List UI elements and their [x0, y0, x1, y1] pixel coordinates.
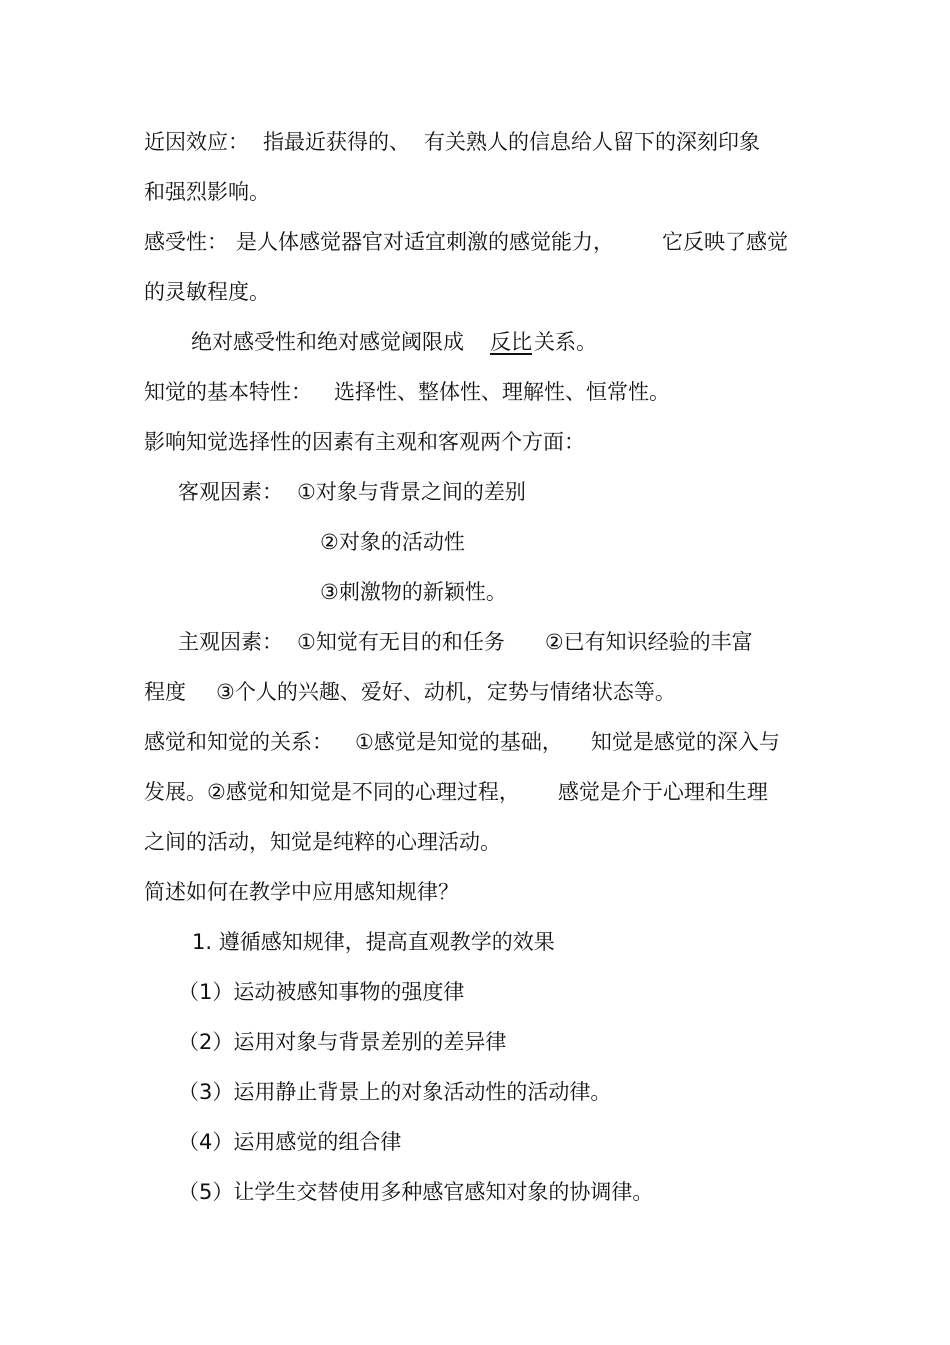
text-line [0, 978, 464, 1006]
text-line [0, 528, 465, 556]
text-line [0, 128, 760, 156]
text-line [0, 428, 585, 456]
text-segment: 感觉和知觉的关系： [144, 730, 333, 754]
text-segment: ①感觉是知觉的基础， [355, 730, 563, 754]
text-segment: 绝对感受性和绝对感觉阈限成 [191, 330, 464, 354]
underlined-answer: 反比 [490, 330, 532, 354]
text-line [0, 228, 788, 256]
text-line [0, 778, 768, 806]
text-segment: ②已有知识经验的丰富 [544, 630, 753, 654]
text-segment: （4）运用感觉的组合律 [178, 1130, 402, 1154]
text-segment: （1）运动被感知事物的强度律 [178, 980, 465, 1004]
text-segment: 程度 [144, 680, 186, 704]
text-segment: 感觉是介于心理和生理 [557, 780, 768, 804]
text-line [0, 178, 270, 206]
text-segment: 是人体感觉器官对适宜刺激的感觉能力， [236, 230, 614, 254]
text-line [0, 828, 501, 856]
text-segment: 有关熟人的信息给人留下的深刻印象 [424, 130, 760, 154]
text-segment: 选择性、整体性、理解性、恒常性。 [334, 380, 670, 404]
text-segment: 客观因素： [178, 480, 283, 504]
text-line [0, 878, 459, 906]
text-segment: 指最近获得的、 [263, 130, 410, 154]
text-segment: ③刺激物的新颖性。 [320, 580, 507, 604]
text-segment: 发展。②感觉和知觉是不同的心理过程， [144, 780, 520, 804]
text-segment: 的灵敏程度。 [144, 280, 270, 304]
text-line [0, 378, 670, 406]
text-segment: 和强烈影响。 [144, 180, 270, 204]
text-line [0, 1028, 506, 1056]
text-segment: 简述如何在教学中应用感知规律？ [144, 880, 459, 904]
text-segment: （3）运用静止背景上的对象活动性的活动律。 [178, 1080, 612, 1104]
text-line [0, 728, 780, 756]
text-segment: ②对象的活动性 [320, 530, 465, 554]
text-segment: 知觉的基本特性： [144, 380, 312, 404]
text-segment: 知觉是感觉的深入与 [590, 730, 780, 754]
text-segment: 感受性： [144, 230, 228, 254]
text-line [0, 1178, 653, 1206]
text-line [0, 928, 555, 956]
text-segment: ①对象与背景之间的差别 [297, 480, 526, 504]
text-segment: 关系。 [534, 330, 597, 354]
text-segment: 近因效应： [144, 130, 249, 154]
text-segment: （2）运用对象与背景差别的差异律 [178, 1030, 507, 1054]
text-line [0, 578, 507, 606]
text-line [0, 1078, 611, 1106]
text-line [0, 278, 270, 306]
text-line [0, 328, 597, 356]
text-segment: （5）让学生交替使用多种感官感知对象的协调律。 [178, 1180, 654, 1204]
text-segment: 它反映了感觉 [662, 230, 788, 254]
text-segment: 主观因素： [178, 630, 283, 654]
text-line [0, 478, 526, 506]
text-segment: 1. 遵循感知规律，提高直观教学的效果 [192, 930, 555, 954]
text-segment: 之间的活动，知觉是纯粹的心理活动。 [144, 830, 501, 854]
text-line [0, 628, 753, 656]
text-line [0, 678, 676, 706]
text-line [0, 1128, 401, 1156]
text-segment: ①知觉有无目的和任务 [297, 630, 505, 654]
text-segment: ③个人的兴趣、爱好、动机，定势与情绪状态等。 [216, 680, 676, 704]
text-segment: 影响知觉选择性的因素有主观和客观两个方面： [144, 430, 585, 454]
